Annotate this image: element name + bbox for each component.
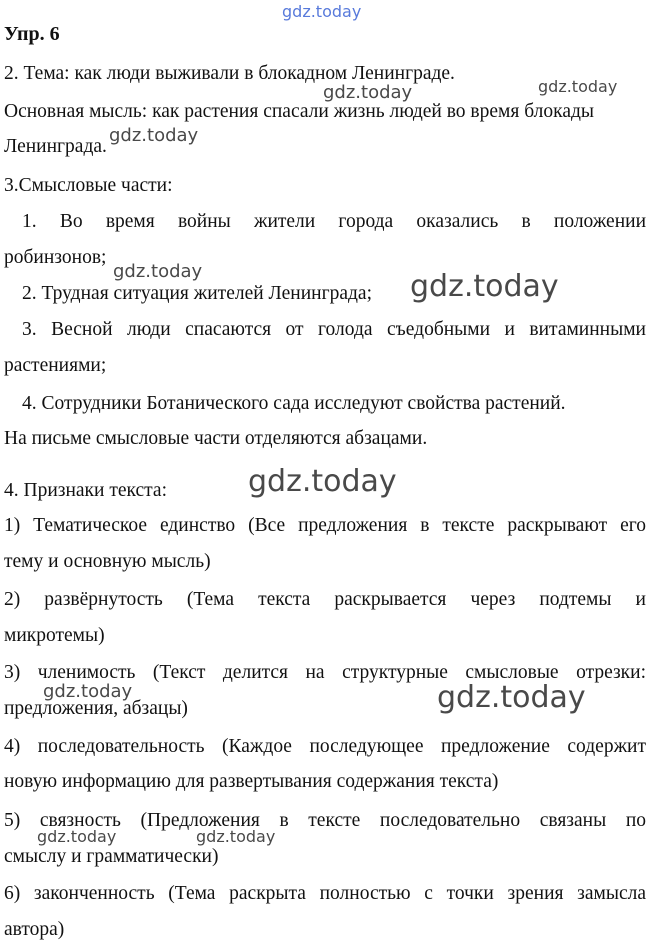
text-line: 1. Во время войны жители города оказались в положении (22, 211, 646, 232)
text-line: 5) связность (Предложения в тексте последовательно связаны по (4, 810, 646, 831)
text-line: 2. Тема: как люди выживали в блокадном Ленинграде. (4, 63, 455, 84)
text-line: 3) членимость (Текст делится на структурные смысловые отрезки: (4, 662, 646, 683)
text-line: смыслу и грамматически) (4, 846, 219, 867)
watermark: gdz.today (43, 681, 133, 702)
text-line: автора) (4, 919, 65, 940)
watermark: gdz.today (437, 680, 586, 715)
text-line: растениями; (4, 355, 107, 376)
text-line: 2. Трудная ситуация жителей Ленинграда; (22, 283, 372, 304)
text-line: тему и основную мысль) (4, 551, 211, 572)
watermark: gdz.today (196, 827, 276, 846)
text-line: предложения, абзацы) (4, 698, 188, 719)
watermark: gdz.today (538, 77, 618, 96)
exercise-title: Упр. 6 (4, 23, 60, 45)
watermark: gdz.today (410, 269, 559, 304)
watermark: gdz.today (109, 125, 199, 146)
text-line: 6) законченность (Тема раскрыта полностью с точки зрения замысла (4, 883, 646, 904)
text-line: 4) последовательность (Каждое последующее предложение содержит (4, 736, 646, 757)
watermark: gdz.today (248, 464, 397, 499)
text-line: 4. Признаки текста: (4, 480, 167, 501)
text-line: микротемы) (4, 625, 105, 646)
watermark: gdz.today (323, 82, 413, 103)
text-line: 3. Весной люди спасаются от голода съедобными и витаминными (22, 319, 646, 340)
text-line: 2) развёрнутость (Тема текста раскрывается через подтемы и (4, 589, 646, 610)
watermark: gdz.today (37, 827, 117, 846)
text-line: Основная мысль: как растения спасали жизнь людей во время блокады (4, 101, 594, 122)
watermark: gdz.today (282, 2, 362, 21)
text-line: новую информацию для развертывания содержания текста) (4, 771, 499, 792)
watermark: gdz.today (113, 261, 203, 282)
text-line: 3.Смысловые части: (4, 175, 173, 196)
text-line: Ленинграда. (4, 136, 107, 157)
text-line: 1) Тематическое единство (Все предложения в тексте раскрывают его (4, 515, 646, 536)
text-line: 4. Сотрудники Ботанического сада исследуют свойства растений. (22, 393, 566, 414)
text-line: робинзонов; (4, 247, 107, 268)
text-line: На письме смысловые части отделяются абзацами. (4, 428, 428, 449)
